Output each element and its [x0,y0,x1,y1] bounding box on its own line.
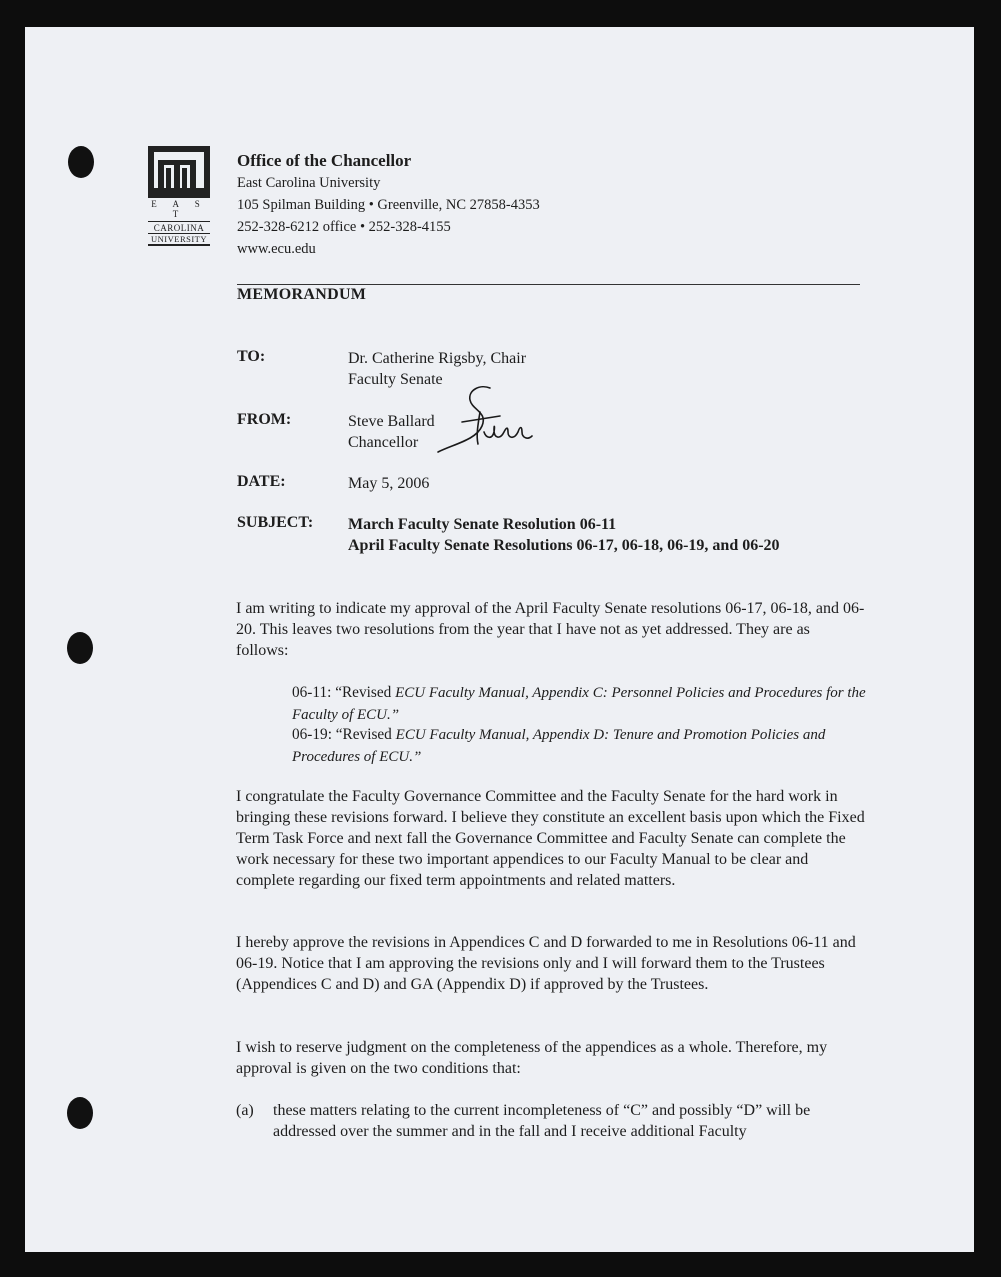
from-label: FROM: [237,411,292,428]
ecu-monogram-icon [148,146,210,198]
quote-2-prefix: 06-19: “Revised [292,726,396,743]
memo-title: MEMORANDUM [237,286,367,303]
binder-hole-middle [67,632,93,664]
paragraph-4: I wish to reserve judgment on the completeness of the appendices as a whole. Therefore, my approval is given on the two conditions that: [236,1039,828,1077]
to-recipient-org: Faculty Senate [348,371,443,388]
paragraph-1: I am writing to indicate my approval of the April Faculty Senate resolutions 06-17, 06-18, and 06-20. This leaves two resolutions from the year that I have not as yet addressed. They are as follows: [236,600,865,659]
date-label: DATE: [237,473,286,490]
office-name: Office of the Chancellor [237,151,412,170]
condition-item-a-text: these matters relating to the current incompleteness of “C” and possibly “D” will be addressed over the summer and in the fall and I receive additional Faculty [273,1102,811,1140]
subject-line-1: March Faculty Senate Resolution 06-11 [348,516,617,533]
university-name: East Carolina University [237,175,381,191]
logo-text-carolina: CAROLINA [148,221,210,233]
date-value: May 5, 2006 [348,475,430,492]
subject-label: SUBJECT: [237,514,314,531]
from-sender: Steve Ballard [348,413,435,430]
quote-1-prefix: 06-11: “Revised [292,684,396,701]
quoted-resolution-06-11 [292,682,872,726]
condition-item-a-marker: (a) [236,1102,254,1119]
quote-1-title: ECU Faculty Manual, Appendix C: Personnel Policies and Procedures for the Faculty of ECU.” [292,685,866,723]
logo-text-university: UNIVERSITY [148,233,210,246]
logo-text-east: E A S T [151,199,207,219]
quote-2-title: ECU Faculty Manual, Appendix D: Tenure and Promotion Policies and Procedures of ECU.” [292,727,826,765]
binder-hole-bottom [67,1097,93,1129]
paragraph-3: I hereby approve the revisions in Appendices C and D forwarded to me in Resolutions 06-11 and 06-19. Notice that I am approving the revisions only and I will forward them to the Trustees (Appendices C and D) and GA (Appendix D) if approved by the Trustees. [236,934,856,993]
to-label: TO: [237,348,266,365]
quoted-resolution-06-19 [292,724,872,768]
to-recipient: Dr. Catherine Rigsby, Chair [348,350,527,367]
address: 105 Spilman Building • Greenville, NC 27858-4353 [237,197,540,213]
ecu-logo [148,146,210,246]
condition-item-a [236,1100,866,1142]
website: www.ecu.edu [237,241,316,257]
phone-numbers: 252-328-6212 office • 252-328-4155 [237,219,451,235]
letterhead [237,150,540,260]
subject-line-2: April Faculty Senate Resolutions 06-17, 06-18, 06-19, and 06-20 [348,537,780,554]
paragraph-2: I congratulate the Faculty Governance Committee and the Faculty Senate for the hard work in bringing these revisions forward. I believe they constitute an excellent basis upon which the Fixed Term Task Force and next fall the Governance Committee and Faculty Senate can complete the work necessary for these two important appendices to our Faculty Manual to be clear and complete regarding our fixed term appointments and related matters. [236,788,865,889]
from-value [348,411,435,453]
handwritten-signature [432,382,542,461]
header-divider [237,284,860,285]
subject-value [348,514,780,556]
binder-hole-top [68,146,94,178]
from-title: Chancellor [348,434,419,451]
